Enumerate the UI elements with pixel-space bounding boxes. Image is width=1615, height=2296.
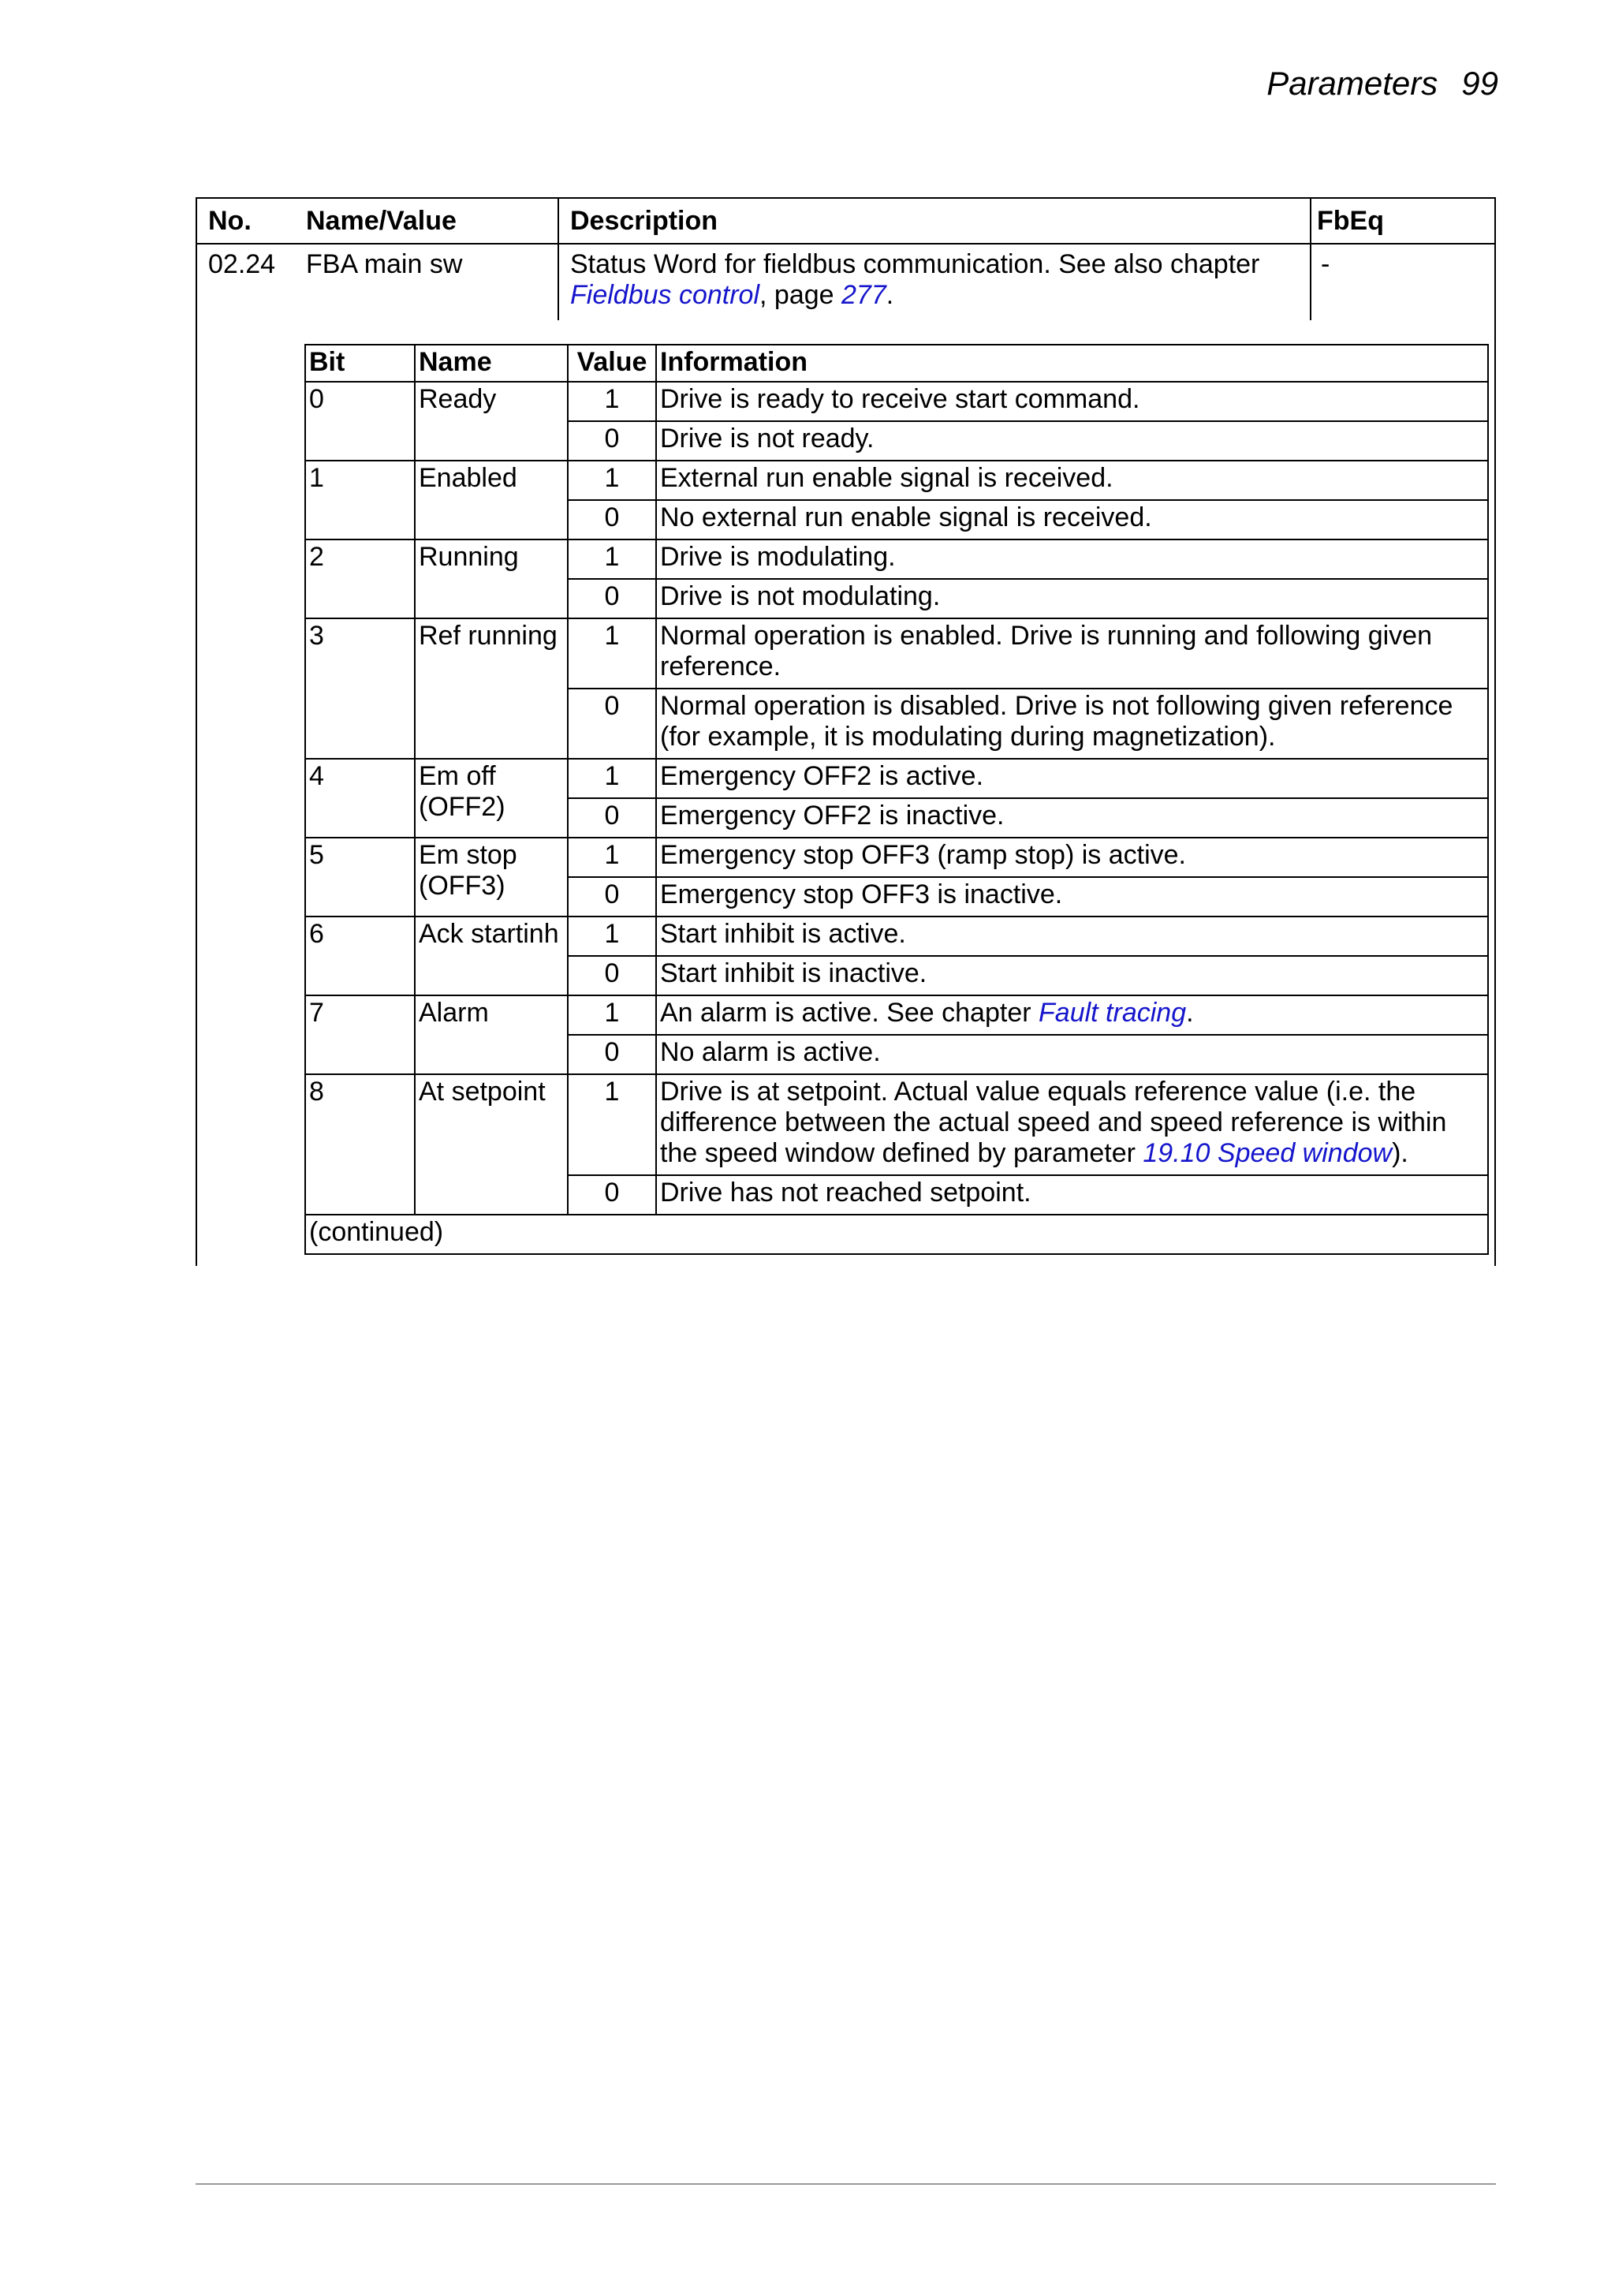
bit-number: 0 bbox=[305, 382, 415, 461]
param-fbeq: - bbox=[1321, 249, 1330, 279]
bit-name: Running bbox=[415, 539, 568, 618]
bit-table-header bbox=[305, 345, 1488, 382]
bit-info: Drive is not modulating. bbox=[656, 579, 1488, 618]
bit-info-after: . bbox=[1186, 998, 1194, 1028]
bit-name: Ref running bbox=[415, 618, 568, 759]
bit-number: 4 bbox=[305, 759, 415, 838]
bit-info: External run enable signal is received. bbox=[656, 461, 1488, 500]
fault-tracing-link[interactable]: Fault tracing bbox=[1039, 998, 1187, 1028]
bit-info-text: Drive is at setpoint. Actual value equals reference value (i.e. the difference between the actual speed and speed reference is within the speed window defined by parameter bbox=[660, 1077, 1447, 1168]
bit-value: 1 bbox=[568, 461, 656, 500]
status-word-bit-table bbox=[304, 344, 1489, 1255]
bit-name: Em stop (OFF3) bbox=[415, 838, 568, 917]
bit-number: 5 bbox=[305, 838, 415, 917]
bit-name: Ready bbox=[415, 382, 568, 461]
col-bit: Bit bbox=[305, 345, 415, 382]
table-row bbox=[305, 618, 1488, 689]
col-description: Description bbox=[570, 206, 718, 236]
parameter-row bbox=[197, 245, 1494, 320]
col-name: Name bbox=[415, 345, 568, 382]
table-row bbox=[305, 539, 1488, 579]
col-value: Value bbox=[568, 345, 656, 382]
bit-number: 7 bbox=[305, 995, 415, 1074]
bit-value: 1 bbox=[568, 838, 656, 877]
table-row bbox=[305, 1074, 1488, 1175]
bit-info: Emergency OFF2 is active. bbox=[656, 759, 1488, 798]
footer-rule bbox=[196, 2183, 1496, 2185]
col-fbeq: FbEq bbox=[1317, 206, 1384, 236]
bit-info bbox=[656, 995, 1488, 1035]
description-mid: , page bbox=[759, 280, 841, 310]
description-text: Status Word for fieldbus communication. See also chapter bbox=[570, 249, 1260, 279]
page-277-link[interactable]: 277 bbox=[841, 280, 886, 310]
param-name: FBA main sw bbox=[306, 249, 463, 279]
bit-value: 0 bbox=[568, 500, 656, 539]
bit-info: Drive is ready to receive start command. bbox=[656, 382, 1488, 421]
bit-value: 1 bbox=[568, 1074, 656, 1175]
parameter-table-header bbox=[197, 199, 1494, 245]
page-number: 99 bbox=[1461, 65, 1498, 102]
table-row bbox=[305, 917, 1488, 956]
param-description bbox=[559, 245, 1308, 320]
bit-name: Em off (OFF2) bbox=[415, 759, 568, 838]
bit-number: 8 bbox=[305, 1074, 415, 1215]
continued-row bbox=[305, 1215, 1488, 1254]
bit-value: 0 bbox=[568, 1035, 656, 1074]
bit-info: Normal operation is disabled. Drive is not following given reference (for example, it is modulating during magnetization). bbox=[656, 689, 1488, 759]
bit-name: Alarm bbox=[415, 995, 568, 1074]
bit-info: Normal operation is enabled. Drive is running and following given reference. bbox=[656, 618, 1488, 689]
bit-value: 1 bbox=[568, 618, 656, 689]
col-information: Information bbox=[656, 345, 1488, 382]
bit-number: 1 bbox=[305, 461, 415, 539]
bit-info: Drive is not ready. bbox=[656, 421, 1488, 461]
bit-number: 6 bbox=[305, 917, 415, 995]
col-name-value: Name/Value bbox=[306, 206, 457, 236]
bit-info bbox=[656, 1074, 1488, 1175]
page-header bbox=[1266, 65, 1498, 103]
bit-info: Drive is modulating. bbox=[656, 539, 1488, 579]
table-row bbox=[305, 995, 1488, 1035]
table-row bbox=[305, 461, 1488, 500]
bit-info: No alarm is active. bbox=[656, 1035, 1488, 1074]
col-no: No. bbox=[208, 206, 252, 236]
bit-info: Emergency stop OFF3 (ramp stop) is active. bbox=[656, 838, 1488, 877]
bit-value: 0 bbox=[568, 421, 656, 461]
bit-name: At setpoint bbox=[415, 1074, 568, 1215]
bit-info-after: ). bbox=[1392, 1138, 1408, 1168]
bit-value: 0 bbox=[568, 956, 656, 995]
bit-info: Emergency OFF2 is inactive. bbox=[656, 798, 1488, 838]
bit-name: Ack startinh bbox=[415, 917, 568, 995]
bit-value: 0 bbox=[568, 579, 656, 618]
speed-window-link[interactable]: 19.10 Speed window bbox=[1143, 1138, 1393, 1168]
bit-value: 1 bbox=[568, 539, 656, 579]
bit-value: 0 bbox=[568, 798, 656, 838]
bit-value: 1 bbox=[568, 759, 656, 798]
bit-number: 2 bbox=[305, 539, 415, 618]
bit-value: 1 bbox=[568, 917, 656, 956]
bit-info: Drive has not reached setpoint. bbox=[656, 1175, 1488, 1215]
bit-info: Start inhibit is active. bbox=[656, 917, 1488, 956]
table-row bbox=[305, 759, 1488, 798]
bit-info: No external run enable signal is received. bbox=[656, 500, 1488, 539]
fieldbus-control-link[interactable]: Fieldbus control bbox=[570, 280, 760, 310]
table-row bbox=[305, 838, 1488, 877]
description-end: . bbox=[886, 280, 894, 310]
table-row bbox=[305, 382, 1488, 421]
param-number: 02.24 bbox=[208, 249, 276, 279]
bit-value: 1 bbox=[568, 995, 656, 1035]
bit-value: 0 bbox=[568, 877, 656, 917]
bit-info-text: An alarm is active. See chapter bbox=[660, 998, 1039, 1028]
bit-value: 1 bbox=[568, 382, 656, 421]
bit-info: Emergency stop OFF3 is inactive. bbox=[656, 877, 1488, 917]
bit-number: 3 bbox=[305, 618, 415, 759]
bit-value: 0 bbox=[568, 1175, 656, 1215]
bit-name: Enabled bbox=[415, 461, 568, 539]
section-title: Parameters bbox=[1266, 65, 1438, 102]
continued-note: (continued) bbox=[305, 1215, 1488, 1254]
bit-value: 0 bbox=[568, 689, 656, 759]
bit-info: Start inhibit is inactive. bbox=[656, 956, 1488, 995]
